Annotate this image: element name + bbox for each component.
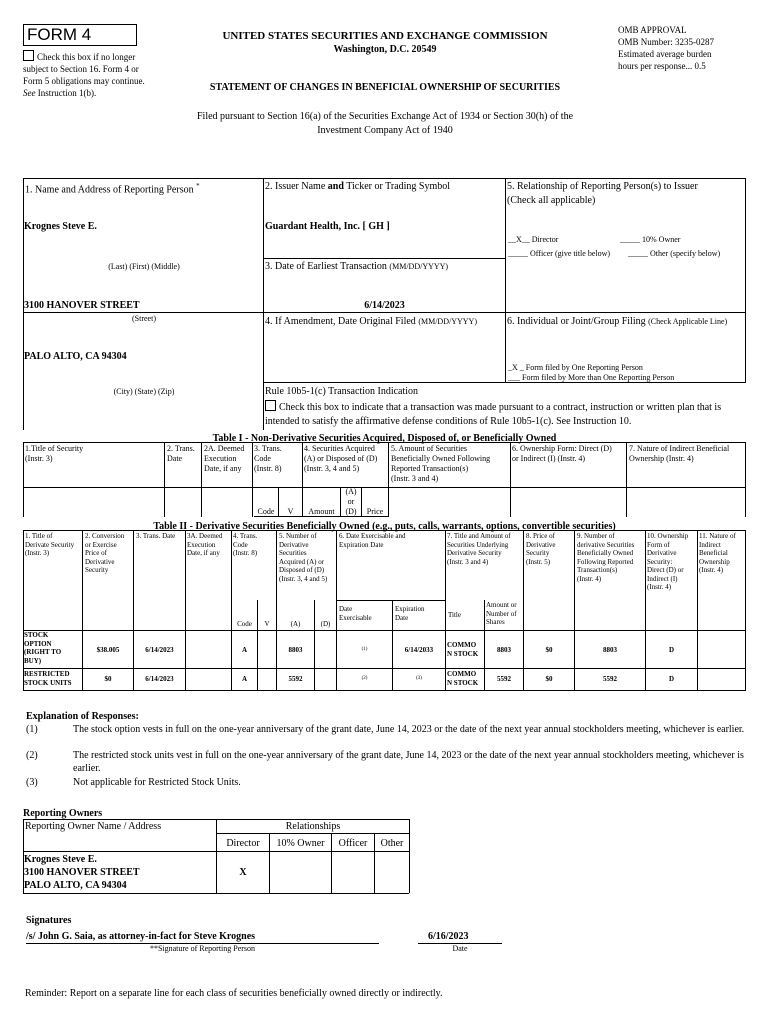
box4-label: 4. If Amendment, Date Original Filed (MM/DD/YYYY) <box>265 316 477 327</box>
owners-col-relationships: Relationships <box>285 821 341 832</box>
t2-h-ownership-form: 10. Ownership Form of Derivative Security: Direct (D) or Indirect (I) (Instr. 4) <box>647 532 689 591</box>
t2-row2-exercisable: (2) <box>361 676 368 681</box>
rule-10b5-checkbox[interactable] <box>265 400 276 411</box>
t2-h-sub-d: (D) <box>320 620 331 628</box>
t2-row1-owned: 8803 <box>603 646 617 654</box>
t2-row2-expiration: (3) <box>416 676 422 681</box>
form-title-box <box>23 24 137 46</box>
t1-h-amount: 5. Amount of Securities Beneficially Owned Following Reported Transaction(s) (Instr. 3 and 4) <box>391 444 491 483</box>
t2-h-number: 5. Number of Derivative Securities Acquired (A) or Disposed of (D) (Instr. 3, 4 and 5) <box>279 532 328 583</box>
filed-by-more-option: ___ Form filed by More than One Reporting Person <box>508 373 675 382</box>
t2-row1-title: STOCK OPTION (RIGHT TO BUY) <box>24 631 62 665</box>
rule-10b5-title: Rule 10b5-1(c) Transaction Indication <box>265 386 419 397</box>
officer-option: _____ Officer (give title below) <box>508 249 611 258</box>
owners-col-other: Other <box>380 838 404 849</box>
t2-row2-price: $0 <box>545 675 553 683</box>
t2-h-underlying: 7. Title and Amount of Securities Underlying Derivative Security (Instr. 3 and 4) <box>447 532 511 566</box>
other-option: _____ Other (specify below) <box>628 249 721 258</box>
t2-row1-exercisable: (1) <box>361 647 368 652</box>
reporting-person-street: 3100 HANOVER STREET <box>24 300 140 311</box>
box2-label: 2. Issuer Name and Ticker or Trading Symbol <box>265 181 451 192</box>
t2-row2-conversion: $0 <box>104 675 112 683</box>
issuer-name: Guardant Health, Inc. [ GH ] <box>265 221 390 232</box>
t1-h-date: 2. Trans. Date <box>167 444 195 463</box>
city-caption: (City) (State) (Zip) <box>113 387 175 396</box>
t1-h-sub-aord: (A) or (D) <box>345 487 357 516</box>
t2-row1-security: COMMO N STOCK <box>447 641 479 658</box>
agency-name: UNITED STATES SECURITIES AND EXCHANGE COMMISSION <box>222 30 548 42</box>
t1-h-deemed: 2A. Deemed Execution Date, if any <box>204 444 245 473</box>
t2-row2-acquired: 5592 <box>288 675 303 683</box>
t1-h-nature: 7. Nature of Indirect Beneficial Ownership (Instr. 4) <box>629 444 730 463</box>
t2-h-code: 4. Trans. Code (Instr. 8) <box>233 532 258 557</box>
box6-label: 6. Individual or Joint/Group Filing (Check Applicable Line) <box>507 316 728 327</box>
t1-h-sub-amount: Amount <box>308 507 335 516</box>
box5-label: 5. Relationship of Reporting Person(s) to Issuer (Check all applicable) <box>507 181 698 206</box>
ten-pct-owner-option: _____ 10% Owner <box>620 235 681 244</box>
form-title: FORM 4 <box>27 25 92 44</box>
t2-row1-price: $0 <box>545 646 553 654</box>
street-caption: (Street) <box>132 314 156 323</box>
t2-h-sub-title: Title <box>448 611 461 619</box>
no-longer-subject-checkbox[interactable] <box>23 50 34 61</box>
table2-title: Table II - Derivative Securities Beneficially Owned (e.g., puts, calls, warrants, options, convertible securities) <box>153 521 616 532</box>
t2-row2-title: RESTRICTED STOCK UNITS <box>24 670 72 687</box>
reporting-person-city: PALO ALTO, CA 94304 <box>24 351 127 362</box>
t2-row2-shares: 5592 <box>497 675 511 683</box>
t2-row1-form: D <box>668 646 675 654</box>
owners-title: Reporting Owners <box>23 808 103 819</box>
omb-approval: OMB APPROVAL OMB Number: 3235-0287 Estimated average burden hours per response... 0.5 <box>618 25 714 71</box>
explanation-text-3: Not applicable for Restricted Stock Units. <box>73 777 241 788</box>
filed-pursuant: Filed pursuant to Section 16(a) of the Securities Exchange Act of 1934 or Section 30(h) of the Investment Company Act of 1940 <box>196 111 574 136</box>
t2-h-deemed: 3A. Deemed Execution Date, if any <box>187 532 223 557</box>
owners-col-officer: Officer <box>338 838 368 849</box>
t1-h-sub-code: Code <box>257 507 275 516</box>
explanation-num-3: (3) <box>26 777 38 788</box>
t2-row1-conversion: $38.005 <box>96 646 120 654</box>
t2-h-exercisable: 6. Date Exercisable and Expiration Date <box>339 532 406 549</box>
t2-row1-date: 6/14/2023 <box>145 646 174 654</box>
t1-h-ownership: 6. Ownership Form: Direct (D) or Indirect (I) (Instr. 4) <box>512 444 612 463</box>
t2-h-nature: 11. Nature of Indirect Beneficial Ownership (Instr. 4) <box>699 532 736 574</box>
t2-h-conversion: 2. Conversion or Exercise Price of Derivative Security <box>85 532 125 574</box>
t2-h-date: 3. Trans. Date <box>136 532 176 540</box>
owners-col-director: Director <box>226 838 260 849</box>
t2-row1-code: A <box>241 646 248 654</box>
earliest-transaction-date: 6/14/2023 <box>364 300 405 311</box>
owner-director-mark: X <box>239 867 247 878</box>
t1-h-sub-v: V <box>287 507 294 516</box>
director-option: __X__ Director <box>508 235 559 244</box>
explanation-text-1: The stock option vests in full on the one-year anniversary of the grant date, June 14, 2023 or the date of the next year annual stockholders meeting, whichever is earlier. <box>73 724 745 735</box>
explanation-title: Explanation of Responses: <box>26 711 139 722</box>
explanation-num-2: (2) <box>26 750 38 761</box>
t2-h-sub-date-exercisable: Date Exercisable <box>339 605 372 622</box>
t2-h-price: 8. Price of Derivative Security (Instr. 5) <box>526 532 556 566</box>
owner-address: Krognes Steve E. 3100 HANOVER STREET PALO ALTO, CA 94304 <box>24 854 140 891</box>
box3-label: 3. Date of Earliest Transaction (MM/DD/YYYY) <box>265 261 449 272</box>
t2-row2-code: A <box>241 675 248 683</box>
reminder: Reminder: Report on a separate line for each class of securities beneficially owned directly or indirectly. <box>25 988 443 999</box>
no-longer-subject-checkbox-text: Check this box if no longer subject to Section 16. Form 4 or Form 5 obligations may continue. See Instruction 1(b). <box>23 52 145 98</box>
rule-10b5-text: Check this box to indicate that a transaction was made pursuant to a contract, instruction or written plan that is intended to satisfy the affirmative defense conditions of Rule 10b5-1(c). See Instruction 10. <box>265 402 722 427</box>
statement-title: STATEMENT OF CHANGES IN BENEFICIAL OWNERSHIP OF SECURITIES <box>209 82 561 93</box>
t1-h-code: 3. Trans. Code (Instr. 8) <box>254 444 282 473</box>
t1-h-sub-price: Price <box>366 507 384 516</box>
name-caption: (Last) (First) (Middle) <box>108 262 180 271</box>
explanation-num-1: (1) <box>26 724 38 735</box>
t2-h-sub-a: (A) <box>290 620 301 628</box>
box1-label: 1. Name and Address of Reporting Person * <box>25 182 200 196</box>
t2-row2-form: D <box>668 675 675 683</box>
t1-h-title: 1.Title of Security (Instr. 3) <box>25 444 84 463</box>
t2-h-sub-expiration: Expiration Date <box>395 605 425 622</box>
signature-caption: **Signature of Reporting Person <box>149 944 256 953</box>
t1-h-acquired: 4. Securities Acquired (A) or Disposed of (D) (Instr. 3, 4 and 5) <box>304 444 378 473</box>
table1-title: Table I - Non-Derivative Securities Acquired, Disposed of, or Beneficially Owned <box>212 433 557 444</box>
explanation-text-2: The restricted stock units vest in full on the one-year anniversary of the grant date, June 14, 2023 or the date of the next year annual stockholders meeting, whichever is earlier. <box>73 750 744 774</box>
date-caption: Date <box>452 944 468 953</box>
signatures-title: Signatures <box>26 915 72 926</box>
t2-h-sub-code: Code <box>237 620 252 628</box>
t2-row2-date: 6/14/2023 <box>145 675 174 683</box>
agency-city: Washington, D.C. 20549 <box>333 44 437 55</box>
reporting-person-name: Krognes Steve E. <box>24 221 97 232</box>
signature-date: 6/16/2023 <box>428 931 469 942</box>
t2-row2-security: COMMO N STOCK <box>447 670 479 687</box>
t2-row1-acquired: 8803 <box>288 646 303 654</box>
t2-h-title: 1. Title of Derivate Security (Instr. 3) <box>25 532 75 557</box>
t2-row1-shares: 8803 <box>497 646 511 654</box>
filed-by-one-option: _X _ Form filed by One Reporting Person <box>508 363 643 372</box>
owners-col-name: Reporting Owner Name / Address <box>25 821 162 832</box>
t2-h-sub-amount: Amount or Number of Shares <box>486 601 517 626</box>
t2-h-sub-v: V <box>264 620 270 628</box>
t2-row1-expiration: 6/14/2033 <box>404 646 434 654</box>
owners-col-ten-pct: 10% Owner <box>276 838 325 849</box>
signer: /s/ John G. Saia, as attorney-in-fact for Steve Krognes <box>26 931 256 942</box>
t2-row2-owned: 5592 <box>603 675 617 683</box>
t2-h-owned: 9. Number of derivative Securities Beneficially Owned Following Reported Transaction(s) (Instr. 4) <box>577 532 635 583</box>
